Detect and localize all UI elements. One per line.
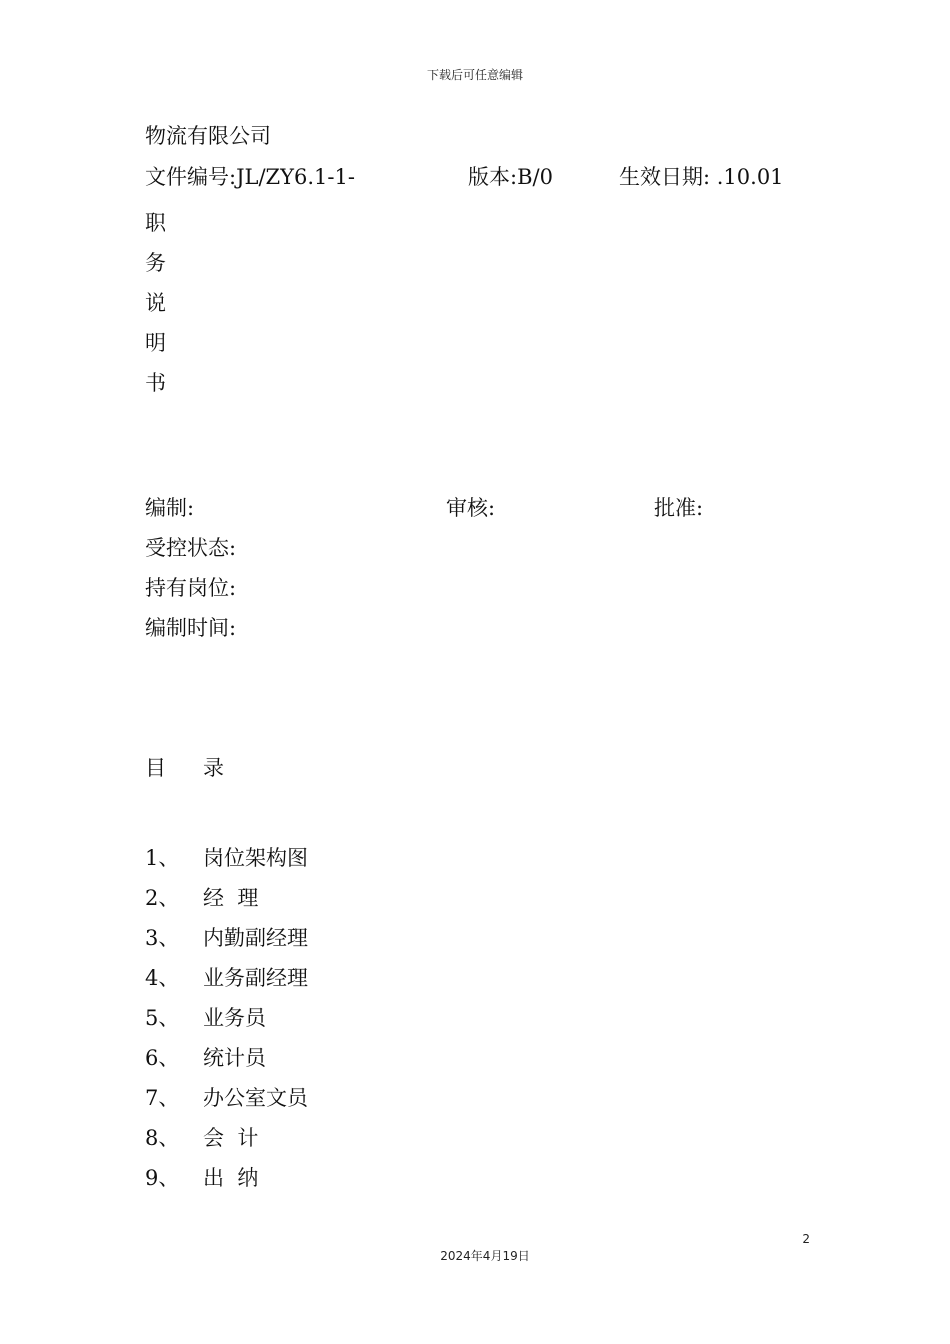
- document-version: 版本:B/0: [468, 165, 553, 189]
- toc-item: [145, 844, 545, 884]
- toc-item: [145, 1004, 545, 1044]
- holder-position-label: 持有岗位:: [145, 576, 237, 600]
- toc-item: [145, 1164, 545, 1204]
- toc-item-number: 5、: [145, 1006, 180, 1030]
- approved-by-label: 批准:: [654, 496, 704, 520]
- toc-item-number: 8、: [145, 1126, 180, 1150]
- toc-item: [145, 924, 545, 964]
- toc-item-number: 3、: [145, 926, 180, 950]
- toc-item-text: 业务副经理: [203, 966, 308, 990]
- toc-item-number: 7、: [145, 1086, 180, 1110]
- page-number: 2: [802, 1232, 810, 1246]
- toc-item-number: 9、: [145, 1166, 180, 1190]
- title-char: 说: [145, 291, 166, 315]
- toc-item-text: 内勤副经理: [203, 926, 308, 950]
- toc-item-text: 出 纳: [203, 1166, 259, 1190]
- toc-item-text: 办公室文员: [203, 1086, 308, 1110]
- toc-item: [145, 964, 545, 1004]
- toc-item: [145, 1084, 545, 1124]
- toc-item-text: 统计员: [203, 1046, 266, 1070]
- toc-title: [145, 754, 265, 782]
- toc-item-number: 1、: [145, 846, 180, 870]
- toc-list: [145, 844, 545, 1204]
- header-note: 下载后可任意编辑: [426, 68, 523, 82]
- title-char: 务: [145, 251, 166, 275]
- company-name: 物流有限公司: [145, 124, 271, 148]
- document-number: 文件编号:JL/ZY6.1-1-: [145, 165, 355, 189]
- toc-item-text: 会 计: [203, 1126, 259, 1150]
- signoff-row: [145, 494, 825, 522]
- toc-title-char: 录: [203, 756, 224, 780]
- compiled-by-label: 编制:: [145, 496, 195, 520]
- document-title-vertical: [145, 203, 166, 403]
- toc-item-text: 经 理: [203, 886, 259, 910]
- footer-date: 2024年4月19日: [440, 1249, 530, 1263]
- toc-item-text: 业务员: [203, 1006, 266, 1030]
- toc-title-char: 目: [145, 756, 166, 780]
- toc-item: [145, 1044, 545, 1084]
- document-meta-row: [145, 163, 825, 191]
- control-status-label: 受控状态:: [145, 536, 237, 560]
- compile-time-label: 编制时间:: [145, 616, 237, 640]
- toc-item-number: 4、: [145, 966, 180, 990]
- effective-date: 生效日期: .10.01: [619, 165, 784, 189]
- toc-item: [145, 884, 545, 924]
- title-char: 明: [145, 331, 166, 355]
- toc-item: [145, 1124, 545, 1164]
- title-char: 书: [145, 371, 166, 395]
- toc-item-number: 2、: [145, 886, 180, 910]
- reviewed-by-label: 审核:: [446, 496, 496, 520]
- toc-item-text: 岗位架构图: [203, 846, 308, 870]
- toc-item-number: 6、: [145, 1046, 180, 1070]
- title-char: 职: [145, 211, 166, 235]
